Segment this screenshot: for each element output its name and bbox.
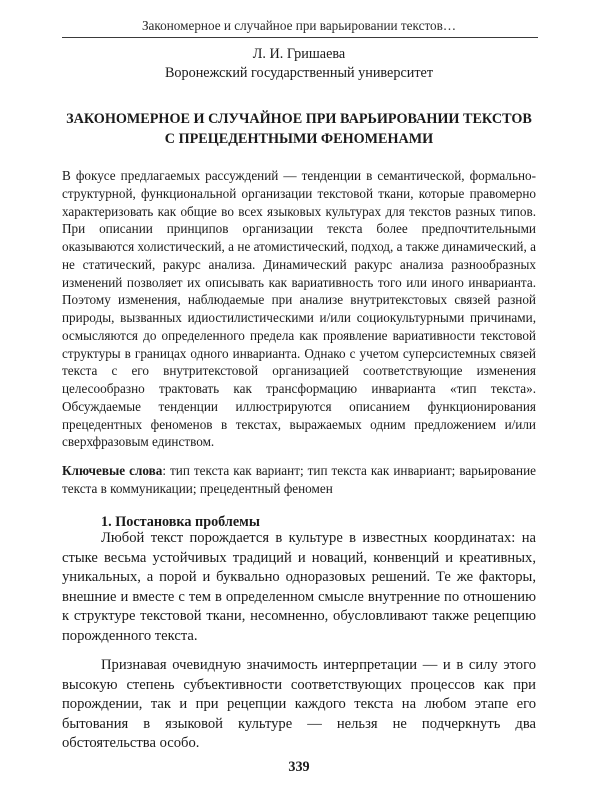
author-name: Л. И. Гришаева — [252, 46, 346, 62]
keywords-label: Ключевые слова — [62, 463, 163, 478]
keywords-text: : тип текста как вариант; тип текста как инвариант; варьирование текста в коммуникации; прецедентный феномен — [62, 463, 536, 496]
article-title: ЗАКОНОМЕРНОЕ И СЛУЧАЙНОЕ ПРИ ВАРЬИРОВАНИИ ТЕКСТОВ С ПРЕЦЕДЕНТНЫМИ ФЕНОМЕНАМИ — [66, 111, 532, 147]
abstract: В фокусе предлагаемых рассуждений — тенденции в семантической, формально-структурной, функциональной организации текстовой ткани, которые правомерно характеризовать как общие во всех языковых культурах для текстов разных типов. При описании принципов организации текста более предпочтительными оказываются холистический, а не атомистический, подход, а также динамический, а не статический, ракурс анализа. Динамический ракурс анализа разнообразных изменений позволяет их описывать как вариативность того или иного инварианта. Поэтому изменения, наблюдаемые при анализе внутритекстовых связей разной природы, вызванных идиостилистическими и/или социокультурными причинами, осмысляются до определенного предела как проявление вариативности текстовой структуры в границах одного инварианта. Однако с учетом суперсистемных связей текста с его внутритекстовой организацией соответствующие изменения целесообразно трактовать как трансформацию инварианта «тип текста». Обсуждаемые тенденции иллюстрируются описанием функционирования прецедентных феноменов в текстах, выражаемых одним предложением и/или сверхфразовым единством. — [62, 168, 536, 450]
keywords — [62, 462, 536, 498]
header-rule — [62, 37, 538, 38]
author-affiliation: Воронежский государственный университет — [164, 65, 434, 81]
page-number: 339 — [288, 759, 310, 775]
body-paragraph: Любой текст порождается в культуре в известных координатах: на стыке весьма устойчивых традиций и новаций, конвенций и креативных, уникальных, а порой и буквально одноразовых решений. Те же факторы, внешние и вместе с тем в определенном смысле внутренние по отношению к структуре текстовой ткани, несомненно, обусловливают также рецепцию порожденного текста. — [62, 530, 536, 644]
running-header: Закономерное и случайное при варьировании текстов… — [141, 18, 457, 33]
section-heading: 1. Постановка проблемы — [101, 514, 260, 530]
body-paragraph: Признавая очевидную значимость интерпретации — и в силу этого высокую степень субъективности соответствующих процессов как при порождении, так и при рецепции каждого текста на любом этапе его бытования в языковой культуре — нельзя не подчеркнуть два обстоятельства особо. — [62, 657, 536, 751]
